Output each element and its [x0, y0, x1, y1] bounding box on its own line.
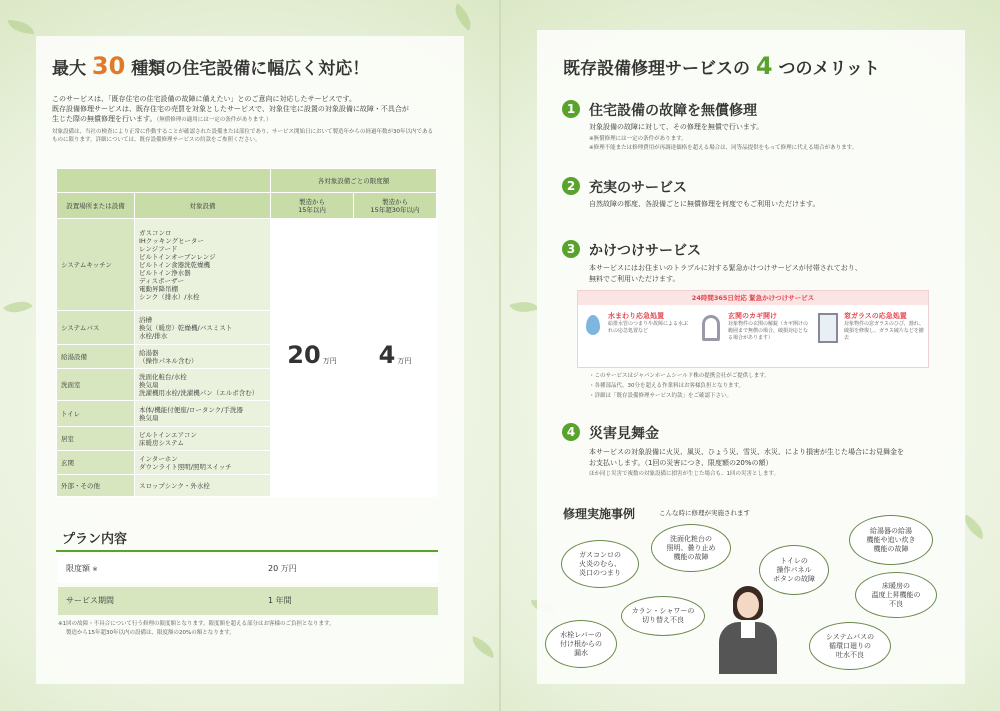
service-item: [608, 311, 690, 335]
row-location: システムバス: [57, 311, 135, 345]
intro-line-text: 生じた際の無償修理を行います。: [52, 115, 157, 123]
merit-title: 災害見舞金: [589, 426, 659, 442]
left-page: [0, 0, 499, 711]
row-location: 玄関: [57, 451, 135, 475]
service-note: ・各種部品代、30分を超える作業料はお客様負担となります。: [589, 383, 745, 389]
equipment-item: ダウンライト照明/照明スイッチ: [139, 462, 232, 471]
col-location: 設置場所または設備: [57, 193, 135, 219]
merit-text: 本サービスの対象設備に火災、風災、ひょう災、雪災、水災、により損害が生じた場合にお見舞金を: [589, 448, 904, 456]
row-location: システムキッチン: [57, 219, 135, 311]
row-equipment: [135, 401, 271, 427]
equipment-item: ガスコンロ: [139, 228, 172, 237]
merits-title: [563, 52, 880, 80]
case-bubble: システムバスの 循環口廻りの 吐水不良: [809, 622, 891, 670]
plan-period-label: サービス期間: [66, 596, 114, 605]
page-title: [52, 52, 369, 80]
merit-text: 本サービスにはお住まいのトラブルに対する緊急かけつけサービスが付帯されており、: [589, 264, 862, 272]
plan-period-value: 1 年間: [268, 596, 292, 605]
service-desc: 給排水管のつまりや故障による水ぶれの応急処置など: [608, 321, 689, 334]
plan-limit-mark: ※: [92, 566, 98, 573]
equipment-item: 洗面化粧台/水栓: [139, 372, 187, 381]
amount-value: 20: [287, 340, 321, 369]
presenter-illustration: [713, 586, 785, 674]
intro-line: [52, 114, 462, 124]
scope-note: 対象設備は、当社の検査により正常に作動することが確認された設備または部位であり、サービス開始日において製造年からの経過年数が30年以内である: [52, 129, 434, 135]
equipment-item: 換気扇: [139, 380, 159, 389]
case-bubble: ガスコンロの 火炎のむら、 炎口のつまり: [561, 540, 639, 588]
row-location: 外部・その他: [57, 475, 135, 497]
service-item: [728, 311, 810, 342]
key-icon: [702, 315, 720, 341]
equipment-item: シンク（排水）/水栓: [139, 292, 200, 301]
plan-row-period: [58, 587, 438, 615]
col-within-15: 製造から 15年以内: [271, 193, 354, 219]
shirt-shape: [741, 622, 755, 638]
equipment-item: ディスポーザー: [139, 276, 184, 285]
merit-text: お支払いします。（1回の災害につき、限度額の20%の額）: [589, 459, 773, 467]
case-bubble: 洗面化粧台の 照明、曇り止め 機能の故障: [651, 524, 731, 572]
amount-15-30: [354, 219, 437, 497]
emergency-header: 24時間365日対応 緊急かけつけサービス: [578, 291, 928, 305]
amount-unit: 万円: [322, 356, 337, 365]
merit-note: ※無償修理には一定の条件があります。: [589, 136, 687, 142]
row-location: 給湯設備: [57, 345, 135, 369]
leaf-decoration: [509, 296, 538, 318]
cases-subtitle: こんな時に修理が実施されます: [659, 509, 750, 517]
merit-title: かけつけサービス: [589, 243, 701, 259]
merit-text: 対象設備の故障に対して、その修理を無償で行います。: [589, 123, 764, 131]
row-equipment: [135, 219, 271, 311]
col-equipment: 対象設備: [135, 193, 271, 219]
face-shape: [737, 592, 759, 618]
window-icon: [818, 313, 838, 343]
equipment-item: レンジフード: [139, 244, 178, 253]
plan-row-limit: [58, 555, 438, 583]
service-note: ・このサービスはジャパンホームシールド株の提携会社がご提供します。: [589, 373, 770, 379]
amount-value: 4: [378, 340, 396, 369]
col-15-30: 製造から 15年超30年以内: [354, 193, 437, 219]
equipment-item: 電動昇降吊棚: [139, 284, 178, 293]
intro-line: 既存設備修理サービスは、既存住宅の売買を対象としたサービスで、対象住宅に設置の対象設備に故障・不具合が: [52, 105, 409, 113]
cases-title: 修理実施事例: [563, 507, 636, 521]
merit-number: 1: [562, 100, 580, 118]
title-number: 4: [755, 52, 773, 80]
emergency-service-box: [577, 290, 929, 368]
service-note: ・詳細は「既存設備修理サービス約款」をご確認下さい。: [589, 393, 733, 399]
plan-title: プラン内容: [62, 532, 128, 547]
equipment-item: ビルトインエアコン: [139, 430, 197, 439]
equipment-item: インターホン: [139, 454, 178, 463]
title-suffix: 種類の住宅設備に幅広く対応！: [131, 59, 370, 79]
limit-header: 各対象設備ごとの限度額: [271, 169, 437, 193]
service-desc: 対象物件の玄関の解錠（カギ開けの範囲まで無償の場合、破損対応となる場合があります）: [728, 321, 809, 341]
equipment-item: 本体/機能付便座/ロータンク/手洗器: [139, 405, 243, 414]
case-bubble: 水栓レバーの 付け根からの 漏水: [545, 620, 617, 668]
merit-number: 4: [562, 423, 580, 441]
leaf-decoration: [468, 636, 497, 658]
row-equipment: [135, 345, 271, 369]
leaf-decoration: [449, 3, 478, 30]
service-title: 窓ガラスの応急処置: [844, 312, 907, 320]
merit-title: 住宅設備の故障を無償修理: [589, 103, 757, 119]
amount-within-15: [271, 219, 354, 497]
intro-line: このサービスは、「既存住宅の住宅設備の故障に備えたい」とのご意向に対応したサービスです。: [52, 95, 356, 103]
merit-number: 2: [562, 177, 580, 195]
row-equipment: [135, 311, 271, 345]
amount-unit: 万円: [397, 356, 412, 365]
leaf-decoration: [8, 20, 34, 34]
row-equipment: [135, 427, 271, 451]
plan-limit-label: [66, 555, 98, 584]
row-location: 洗面室: [57, 369, 135, 401]
case-bubble: 給湯器の給湯 機能や追い炊き 機能の故障: [849, 515, 933, 565]
leaf-decoration: [3, 294, 33, 319]
table-blank-header: [57, 169, 271, 193]
intro-note: （無償修理の適用には一定の条件があります。）: [156, 117, 272, 123]
row-equipment: [135, 369, 271, 401]
equipment-item: ビルトイン浄水器: [139, 268, 191, 277]
equipment-item: IHクッキングヒーター: [139, 236, 204, 245]
equipment-item: 床暖房システム: [139, 438, 184, 447]
row-equipment: スロップシンク・外水栓: [135, 475, 271, 497]
merit-text: 自然故障の都度、各設備ごとに無償修理を何度でもご利用いただけます。: [589, 200, 820, 208]
intro-text: [52, 94, 462, 144]
case-bubble: カラン・シャワーの 切り替え不良: [621, 596, 705, 636]
equipment-item: 水栓/排水: [139, 331, 168, 340]
equipment-item: 給湯器: [139, 348, 159, 357]
merit-text: 無料でご利用いただけます。: [589, 275, 680, 283]
plan-limit-label-text: 限度額: [66, 564, 90, 573]
right-page: [501, 0, 1000, 711]
service-title: 玄関のカギ開け: [728, 312, 777, 320]
service-title: 水まわり応急処置: [608, 312, 664, 320]
plan-footnote: ※1回の故障・不具合について行う修理の限度額となります。限度額を超える部分はお客様のご負担となります。: [58, 621, 335, 627]
equipment-item: ビルトインオーブンレンジ: [139, 252, 216, 261]
equipment-item: ビルトイン食器洗乾燥機: [139, 260, 211, 269]
plan-divider: [56, 550, 438, 552]
row-location: トイレ: [57, 401, 135, 427]
merit-title: 充実のサービス: [589, 180, 687, 196]
case-bubble: トイレの 操作パネル ボタンの故障: [759, 545, 829, 595]
title-prefix: 最大: [52, 59, 86, 79]
equipment-item: 洗濯機用水栓/洗濯機パン（エルボ含む）: [139, 388, 259, 397]
service-desc: 対象物件の窓ガラスのひび、割れ、破損を修復し、ガラス破片などを撤去: [844, 321, 924, 341]
row-location: 居室: [57, 427, 135, 451]
merit-number: 3: [562, 240, 580, 258]
coverage-table: [56, 168, 437, 497]
row-equipment: [135, 451, 271, 475]
merit-note: ほか同じ災害で複数の対象設備に損害が生じた場合も、1回の災害とします。: [589, 471, 780, 477]
title-number: 30: [91, 52, 126, 80]
title-suffix: つのメリット: [778, 59, 880, 79]
title-prefix: 既存設備修理サービスの: [563, 59, 750, 79]
equipment-item: （操作パネル含む）: [139, 356, 198, 365]
merit-note: ※修理不能または修理費用が再調達価格を超える場合は、同等品提供をもって修理に代える場合があります。: [589, 145, 858, 151]
plan-footnote: 製造から15年超30年以内の設備は、限度額の20%の額となります。: [66, 630, 235, 636]
scope-note: ものに限ります。詳細については、既存設備修理サービスの約款をご参照ください。: [52, 137, 261, 143]
equipment-item: 浴槽: [139, 315, 152, 324]
plan-limit-value: 20 万円: [268, 564, 297, 573]
case-bubble: 床暖房の 温度上昇機能の 不良: [855, 572, 937, 618]
equipment-item: 換気（暖房）乾燥機/バスミスト: [139, 323, 233, 332]
service-item: [844, 311, 926, 342]
equipment-item: 換気扇: [139, 413, 159, 422]
water-drop-icon: [586, 315, 600, 335]
